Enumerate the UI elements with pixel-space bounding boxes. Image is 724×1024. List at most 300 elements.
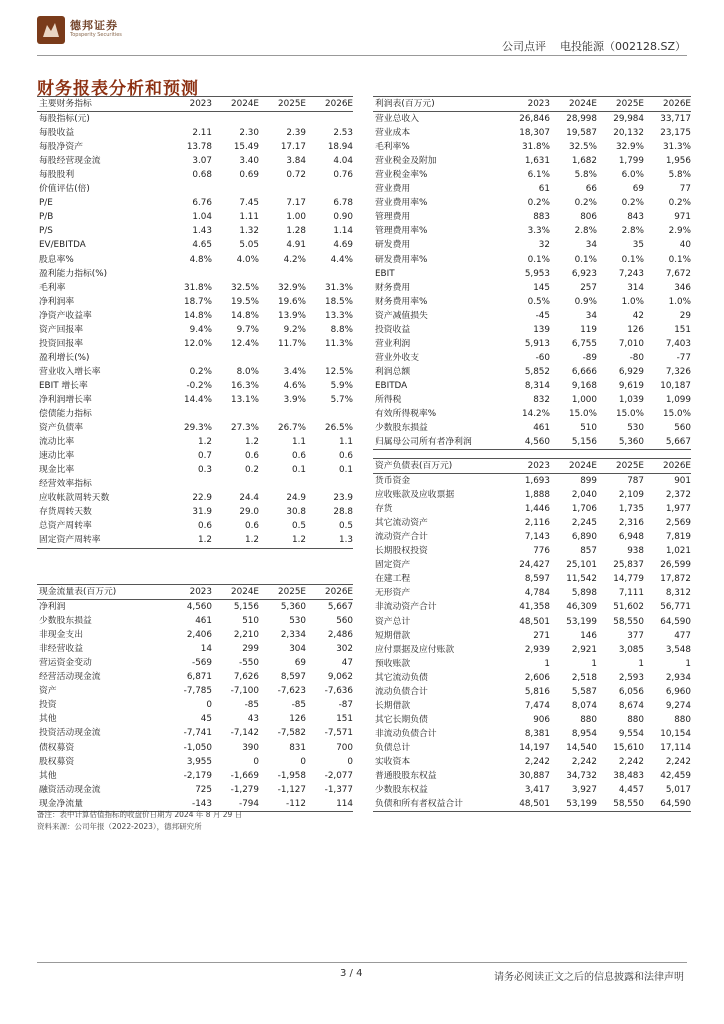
key-indicators-table	[37, 96, 353, 549]
cell-value: 0.6	[198, 521, 212, 532]
cell-value: 5,360	[597, 435, 644, 450]
cell-value: 9,274	[665, 700, 691, 711]
table-row	[373, 502, 691, 516]
row-label: 融资活动现金流	[39, 784, 101, 795]
cell-value: 17,872	[660, 574, 691, 585]
cell-value: 4.2%	[283, 254, 306, 265]
cell-value: 2,334	[280, 630, 306, 641]
cell-value: 0.1%	[621, 254, 644, 265]
row-label: 非现金支出	[39, 630, 83, 641]
table-row	[373, 337, 691, 351]
cell-value: -1,050	[183, 742, 212, 753]
table-row	[373, 182, 691, 196]
cell-value: 29.3%	[184, 423, 212, 434]
table-row	[373, 783, 691, 797]
cell-value: 4.04	[333, 156, 353, 167]
row-label: 其它流动负债	[375, 672, 428, 683]
row-label: 资产负债率	[39, 423, 83, 434]
table-row	[373, 544, 691, 558]
cell-value: -0.2%	[186, 380, 212, 391]
row-label: 负债和所有者权益合计	[373, 797, 503, 812]
cell-value: 0.7	[198, 451, 212, 462]
cell-value: 30,887	[519, 771, 550, 782]
cell-value: 151	[674, 324, 691, 335]
cell-value: 9,168	[571, 380, 597, 391]
cell-value: 3.84	[286, 156, 306, 167]
cell-value: 3.3%	[527, 226, 550, 237]
brand-subtitle: Topsperity Securities	[70, 32, 122, 38]
cell-value: 6,929	[618, 366, 644, 377]
cell-value: 1.11	[239, 212, 259, 223]
table-row	[37, 783, 353, 797]
cell-value	[259, 407, 306, 421]
cell-value: 2023	[165, 97, 212, 112]
cell-value: 5,898	[571, 588, 597, 599]
cell-value: 0.1%	[527, 254, 550, 265]
cell-value: 510	[580, 423, 597, 434]
cell-value: 0.2%	[668, 198, 691, 209]
row-label: 经营效率指标	[39, 479, 92, 490]
cell-value: 32.5%	[569, 142, 597, 153]
cell-value: 58,550	[613, 616, 644, 627]
cell-value: 477	[674, 630, 691, 641]
row-label: 研发费用率%	[375, 254, 428, 265]
table-row	[37, 309, 353, 323]
row-label: EV/EBITDA	[39, 240, 86, 251]
row-label: 无形资产	[375, 588, 411, 599]
row-label: 在建工程	[375, 574, 411, 585]
cell-value: 1,039	[618, 395, 644, 405]
cell-value: 2,210	[233, 630, 259, 641]
cell-value: 700	[336, 742, 353, 753]
row-label: 资产	[39, 686, 57, 697]
cell-value: 4.65	[192, 240, 212, 251]
cell-value: 5.8%	[574, 170, 597, 181]
row-label: 利润表(百万元)	[373, 97, 503, 112]
cell-value: 17,114	[660, 742, 691, 753]
cell-value: 23,175	[660, 128, 691, 139]
cell-value: 42,459	[660, 771, 691, 782]
row-label: 净利润率	[39, 296, 75, 307]
cell-value: 1.3	[306, 533, 353, 548]
cell-value: 32.5%	[231, 282, 259, 293]
cell-value: 10,154	[660, 728, 691, 739]
row-label: 每股经营现金流	[39, 156, 101, 167]
cell-value	[259, 112, 306, 127]
cell-value: 5,953	[524, 268, 550, 279]
table-row	[373, 516, 691, 530]
cell-value: 302	[336, 644, 353, 655]
cell-value: 832	[533, 395, 550, 405]
cell-value: 0.2%	[527, 198, 550, 209]
cell-value: 27.3%	[231, 423, 259, 434]
cell-value: 41,358	[519, 602, 550, 613]
footer-divider	[37, 962, 687, 963]
row-label: 净利润增长率	[39, 395, 92, 405]
cell-value: 12.4%	[231, 338, 259, 349]
row-label: 每股净资产	[39, 142, 83, 153]
table-row	[373, 488, 691, 502]
row-label: 应收账款及应收票据	[375, 490, 455, 501]
cell-value: -85	[291, 700, 306, 711]
cell-value: 25,101	[566, 560, 597, 571]
row-label: 营业税金及附加	[375, 156, 437, 167]
cell-value: 53,199	[550, 797, 597, 812]
cell-value: -89	[582, 352, 597, 363]
cell-value: 880	[627, 714, 644, 725]
table-row	[373, 351, 691, 365]
row-label: 预收账款	[375, 658, 411, 669]
table-row	[37, 168, 353, 182]
cell-value: 2024E	[212, 585, 259, 600]
cell-value: 69	[632, 184, 644, 195]
table-row	[373, 309, 691, 323]
cell-value: 1,021	[665, 546, 691, 557]
cell-value: 1.04	[192, 212, 212, 223]
table-header-row	[373, 459, 691, 474]
cell-value: 2,593	[618, 672, 644, 683]
cell-value: -7,571	[324, 728, 353, 739]
row-label: 应付票据及应付账款	[375, 644, 455, 655]
cell-value: -1,377	[324, 784, 353, 795]
table-row	[373, 435, 691, 450]
cell-value: 2024E	[212, 97, 259, 112]
table-row	[37, 628, 353, 642]
header-divider	[37, 55, 687, 56]
cell-value: 1,706	[571, 504, 597, 515]
table-row	[373, 379, 691, 393]
row-label: 营业费用率%	[375, 198, 428, 209]
cell-value: 1,000	[571, 395, 597, 405]
cell-value: 6,056	[618, 686, 644, 697]
cell-value: 0.6	[292, 451, 306, 462]
cell-value: 15.0%	[616, 409, 644, 420]
cell-value: 10,187	[660, 380, 691, 391]
row-label: 存货周转天数	[39, 507, 92, 518]
cell-value: 7.45	[239, 198, 259, 209]
cell-value: 2026E	[306, 97, 353, 112]
cell-value: 2,040	[571, 490, 597, 501]
table-row	[373, 140, 691, 154]
cell-value: 346	[674, 282, 691, 293]
cell-value: 5,913	[524, 338, 550, 349]
cell-value: 2024E	[550, 459, 597, 474]
cell-value: -87	[338, 700, 353, 711]
cell-value: 5,667	[644, 435, 691, 450]
cell-value: 0.3	[198, 465, 212, 476]
cell-value: 1.2	[259, 533, 306, 548]
cell-value: 880	[674, 714, 691, 725]
cell-value	[165, 351, 212, 365]
row-label: P/E	[39, 198, 53, 209]
cell-value: 9,554	[618, 728, 644, 739]
cell-value: 35	[632, 240, 644, 251]
cell-value: 0.5	[292, 521, 306, 532]
cell-value: 0.90	[333, 212, 353, 223]
cell-value: 11.7%	[278, 338, 306, 349]
cell-value: 857	[580, 546, 597, 557]
table-row	[37, 295, 353, 309]
table-row	[37, 323, 353, 337]
cell-value: 45	[200, 714, 212, 725]
cell-value: 7,010	[618, 338, 644, 349]
cell-value: 461	[533, 423, 550, 434]
table-row	[37, 712, 353, 726]
cell-value: 56,771	[660, 602, 691, 613]
cell-value: 69	[294, 658, 306, 669]
cell-value: 29	[679, 310, 691, 321]
cell-value: 1	[591, 658, 597, 669]
cell-value: 16.3%	[231, 380, 259, 391]
table-row	[37, 224, 353, 238]
cell-value: 0	[206, 700, 212, 711]
cell-value: 24.9	[286, 493, 306, 504]
cell-value	[306, 477, 353, 491]
table-row	[373, 629, 691, 643]
row-label: 营业收入增长率	[39, 366, 101, 377]
cell-value: 843	[627, 212, 644, 223]
table-row	[37, 351, 353, 365]
row-label: 投资活动现金流	[39, 728, 101, 739]
cell-value: 1.1	[292, 437, 306, 448]
cell-value: 32.9%	[616, 142, 644, 153]
cell-value: 15,610	[613, 742, 644, 753]
cell-value: 2,116	[524, 518, 550, 529]
cell-value: 725	[195, 784, 212, 795]
cell-value: -7,636	[324, 686, 353, 697]
row-label: 流动比率	[39, 437, 75, 448]
cell-value: 28.8	[333, 507, 353, 518]
row-label: P/S	[39, 226, 53, 237]
disclaimer: 请务必阅读正文之后的信息披露和法律声明	[494, 972, 684, 983]
table-row	[373, 713, 691, 727]
cell-value: 2,242	[665, 757, 691, 767]
cell-value: 0.1	[292, 465, 306, 476]
cell-value: 19.6%	[278, 296, 306, 307]
cell-value: 1.28	[286, 226, 306, 237]
row-label: 应收帐款周转天数	[39, 493, 110, 504]
table-row	[37, 642, 353, 656]
cell-value: 151	[336, 714, 353, 725]
cell-value: 11,542	[566, 574, 597, 585]
table-header-row	[373, 97, 691, 112]
table-row	[37, 267, 353, 281]
table-row	[373, 657, 691, 671]
table-row	[37, 238, 353, 252]
cell-value: 1,693	[524, 476, 550, 487]
brand-name: 德邦证券	[70, 19, 118, 32]
row-label: 营业利润	[375, 338, 411, 349]
cell-value: 4.6%	[283, 380, 306, 391]
cell-value: 13.9%	[278, 310, 306, 321]
table-row	[37, 365, 353, 379]
cell-value: -7,785	[183, 686, 212, 697]
row-label: 股息率%	[39, 254, 74, 265]
row-label: 非流动负债合计	[375, 728, 437, 739]
cell-value: 7,243	[618, 268, 644, 279]
cell-value: 461	[195, 616, 212, 627]
cell-value: 6,890	[571, 532, 597, 543]
cell-value: 34	[585, 310, 597, 321]
cell-value: 0.5	[339, 521, 353, 532]
cell-value: 14,197	[519, 742, 550, 753]
cell-value: 1.2	[165, 533, 212, 548]
cell-value: 1.0%	[668, 296, 691, 307]
cell-value: -1,958	[277, 770, 306, 781]
row-label: 利润总额	[375, 366, 411, 377]
cell-value: 0.2%	[621, 198, 644, 209]
cell-value: 25,837	[613, 560, 644, 571]
cell-value: 7,819	[665, 532, 691, 543]
cell-value: 2025E	[259, 585, 306, 600]
cell-value: 4.0%	[236, 254, 259, 265]
table-row	[373, 238, 691, 252]
cell-value: 126	[289, 714, 306, 725]
cell-value: 19,587	[566, 128, 597, 139]
cell-value: 2023	[165, 585, 212, 600]
cell-value: 14,540	[566, 742, 597, 753]
cell-value: 4,784	[524, 588, 550, 599]
cell-value: 2.8%	[621, 226, 644, 237]
table-row	[37, 656, 353, 670]
table-row	[37, 421, 353, 435]
cell-value: 11.3%	[325, 338, 353, 349]
cell-value: 6,960	[665, 686, 691, 697]
cell-value: 9.2%	[283, 324, 306, 335]
table-row	[37, 755, 353, 769]
cell-value: 2025E	[597, 459, 644, 474]
cell-value: 1.14	[333, 226, 353, 237]
table-row	[37, 698, 353, 712]
cell-value	[306, 182, 353, 196]
table-row	[373, 727, 691, 741]
cell-value: 3.40	[239, 156, 259, 167]
cell-value: 530	[289, 616, 306, 627]
table-row	[37, 505, 353, 519]
table-row	[373, 295, 691, 309]
cell-value: -1,127	[277, 784, 306, 795]
row-label: 长期借款	[375, 700, 411, 711]
cell-value: 1.2	[245, 437, 259, 448]
cell-value: 31.3%	[663, 142, 691, 153]
cell-value: 20,132	[613, 128, 644, 139]
row-label: 固定资产周转率	[37, 533, 165, 548]
cell-value: 53,199	[566, 616, 597, 627]
cell-value: -7,100	[230, 686, 259, 697]
cell-value: 5,816	[524, 686, 550, 697]
cell-value: 5,156	[233, 602, 259, 613]
cell-value: 146	[580, 630, 597, 641]
cell-value	[165, 267, 212, 281]
cell-value: 3.9%	[283, 395, 306, 405]
cell-value: 14.8%	[231, 310, 259, 321]
cell-value: 26.7%	[278, 423, 306, 434]
cell-value: 7,626	[233, 672, 259, 683]
table-row	[37, 337, 353, 351]
cell-value: 34	[585, 240, 597, 251]
cell-value: 26.5%	[325, 423, 353, 434]
cell-value: 1.43	[192, 226, 212, 237]
row-label: 研发费用	[375, 240, 411, 251]
cell-value: 61	[538, 184, 550, 195]
row-label: 偿债能力指标	[39, 409, 92, 420]
table-row	[37, 154, 353, 168]
cell-value: -77	[676, 352, 691, 363]
cell-value: 14,779	[613, 574, 644, 585]
row-label: 毛利率%	[375, 142, 410, 153]
row-label: 营业成本	[375, 128, 411, 139]
cell-value: 66	[585, 184, 597, 195]
cell-value: 32.9%	[278, 282, 306, 293]
table-header-row	[37, 97, 353, 112]
row-label: 有效所得税率%	[375, 409, 437, 420]
cell-value	[212, 182, 259, 196]
cell-value: 0.1%	[668, 254, 691, 265]
cell-value: 12.5%	[325, 366, 353, 377]
row-label: 净资产收益率	[39, 310, 92, 321]
row-label: 实收资本	[375, 757, 411, 767]
cell-value: 8,954	[571, 728, 597, 739]
cell-value: 14.2%	[522, 409, 550, 420]
row-label: 普通股股东权益	[375, 771, 437, 782]
cell-value: 7,326	[665, 366, 691, 377]
cell-value: 2,934	[665, 672, 691, 683]
table-row	[373, 281, 691, 295]
cell-value: -794	[212, 797, 259, 812]
table-row	[37, 379, 353, 393]
cell-value: 0.76	[333, 170, 353, 181]
cell-value: -60	[535, 352, 550, 363]
cell-value: -1,279	[230, 784, 259, 795]
cell-value: 883	[533, 212, 550, 223]
cell-value: 0.68	[192, 170, 212, 181]
cell-value: 5.8%	[668, 170, 691, 181]
cell-value	[212, 112, 259, 127]
cell-value: 2.39	[286, 128, 306, 139]
cell-value: 2023	[503, 459, 550, 474]
cell-value: 1	[685, 658, 691, 669]
cell-value: 0	[253, 756, 259, 767]
cell-value: 2026E	[306, 585, 353, 600]
cell-value: -7,142	[230, 728, 259, 739]
row-label: 营业税金率%	[375, 170, 428, 181]
cell-value: 2,606	[524, 672, 550, 683]
cell-value	[165, 477, 212, 491]
cell-value: 6,948	[618, 532, 644, 543]
table-row	[373, 474, 691, 489]
cell-value: 1,446	[524, 504, 550, 515]
table-row	[37, 435, 353, 449]
cell-value: 1.0%	[621, 296, 644, 307]
cell-value: 23.9	[333, 493, 353, 504]
cell-value: 2025E	[597, 97, 644, 112]
cell-value: 3.4%	[283, 366, 306, 377]
table-row	[373, 558, 691, 572]
table-row	[373, 168, 691, 182]
cell-value: 7.17	[286, 198, 306, 209]
table-row	[37, 614, 353, 628]
cell-value: 18.5%	[325, 296, 353, 307]
cell-value: 971	[674, 212, 691, 223]
cell-value: 14.4%	[184, 395, 212, 405]
cell-value: 77	[679, 184, 691, 195]
cell-value: 2,316	[618, 518, 644, 529]
cell-value: 257	[580, 282, 597, 293]
table-row	[373, 600, 691, 614]
row-label: 货币资金	[375, 476, 411, 487]
cell-value: 17.17	[280, 142, 306, 153]
table-row	[373, 421, 691, 435]
